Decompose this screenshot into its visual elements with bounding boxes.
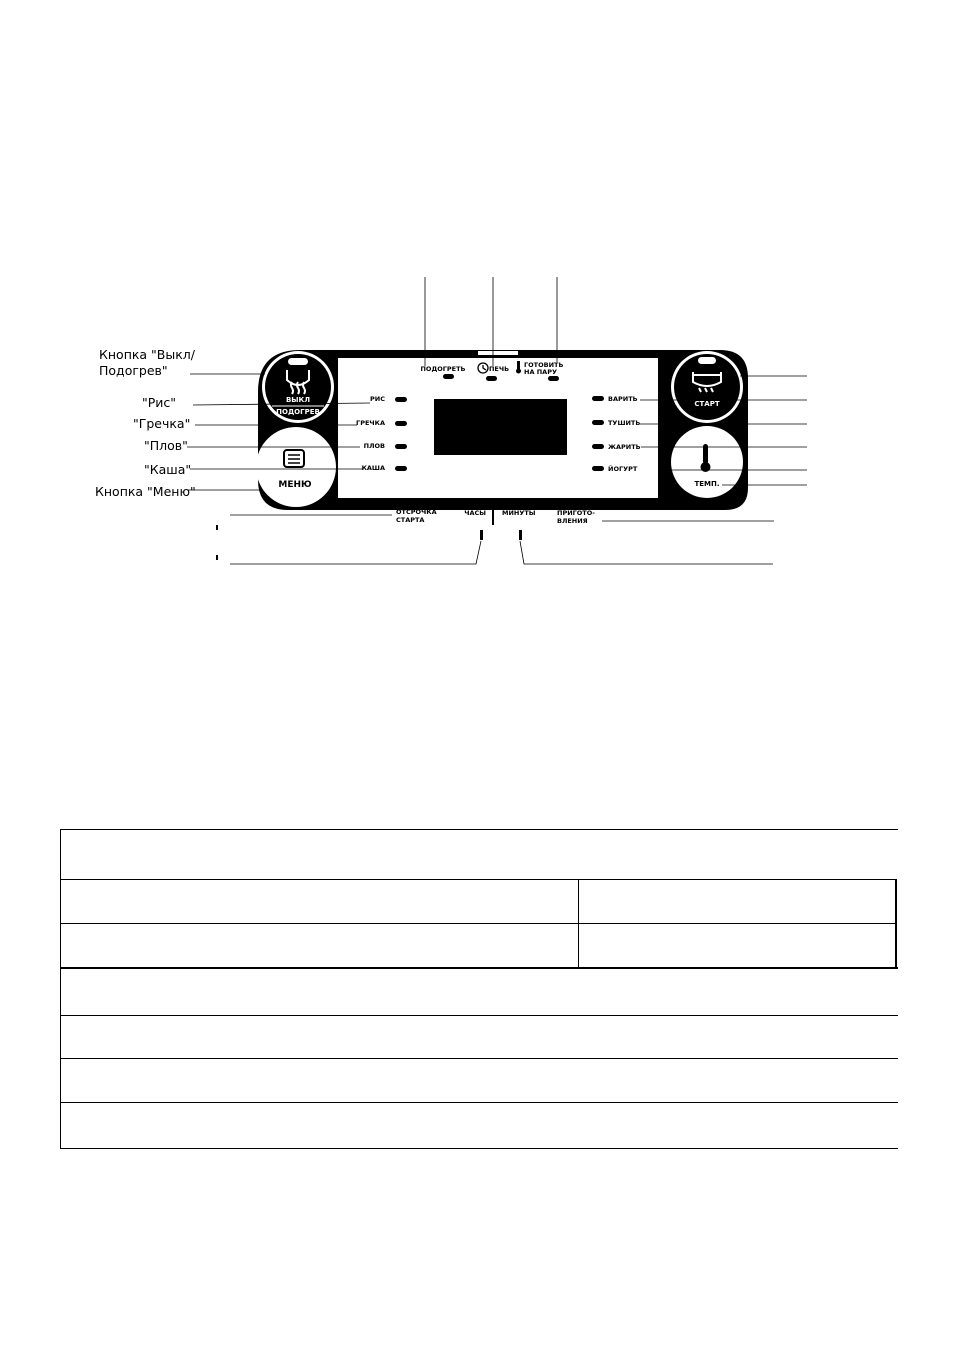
hours-button-mark [480, 530, 483, 540]
mode-label-boil: ВАРИТЬ [608, 395, 638, 403]
control-panel-diagram [0, 0, 954, 620]
callout-porridge: "Каша" [144, 462, 192, 477]
top-label-steam-2: НА ПАРУ [524, 368, 557, 376]
mode-label-buckwheat: ГРЕЧКА [356, 419, 385, 427]
top-label-steam-1: ГОТОВИТЬ [524, 361, 564, 369]
mode-led-rice [395, 397, 407, 402]
table-rule [61, 879, 896, 880]
menu-button-label: МЕНЮ [278, 480, 312, 490]
mode-label-rice: РИС [370, 395, 385, 403]
menu-button[interactable] [256, 427, 336, 507]
top-led-steam [548, 376, 559, 381]
mode-led-stew [592, 420, 604, 425]
tick-mark-1 [216, 525, 218, 530]
label-cooktime-1: ВРЕМЯ [557, 501, 583, 509]
table-rule [61, 1015, 898, 1016]
temp-button-label: ТЕМП. [694, 480, 720, 488]
label-delay-1: ОТСРОЧКА [396, 508, 437, 516]
top-led-bake [486, 376, 497, 381]
mode-label-pilaf: ПЛОВ [363, 442, 385, 450]
top-led-warm [443, 374, 454, 379]
mode-label-fry: ЖАРИТЬ [608, 443, 641, 451]
mode-led-yogurt [592, 466, 604, 471]
table-rule [61, 1058, 898, 1059]
top-label-warm: ПОДОГРЕТЬ [420, 365, 466, 373]
mode-led-boil [592, 396, 604, 401]
empty-table [60, 829, 898, 1149]
lcd-display [434, 399, 567, 455]
label-cooktime-2: ПРИГОТО- [557, 509, 595, 517]
off-warm-label-bottom: ПОДОГРЕВ [276, 408, 320, 416]
start-led [698, 357, 716, 364]
callout-rice: "Рис" [142, 395, 177, 410]
table-rule-top [61, 829, 898, 830]
table-rule-bottom [61, 1148, 898, 1149]
top-label-bake: ПЕЧЬ [488, 365, 510, 373]
tick-mark-2 [216, 555, 218, 560]
start-button[interactable] [671, 351, 743, 423]
mode-label-porridge: КАША [361, 464, 385, 472]
table-rule [61, 967, 898, 969]
table-rule [61, 923, 896, 924]
label-cooktime-3: ВЛЕНИЯ [557, 517, 588, 525]
minutes-button-mark [519, 530, 522, 540]
mode-led-pilaf [395, 444, 407, 449]
mode-led-fry [592, 444, 604, 449]
start-button-label: СТАРТ [694, 400, 720, 408]
label-hours: ЧАСЫ [464, 509, 486, 517]
label-delay-2: СТАРТА [396, 516, 425, 524]
panel-top-slot [478, 351, 518, 355]
off-warm-led [288, 358, 308, 365]
callout-buckwheat: "Гречка" [133, 416, 191, 431]
mode-label-yogurt: ЙОГУРТ [608, 465, 638, 473]
callout-off-warm: Кнопка "Выкл/ Подогрев" [99, 347, 195, 378]
table-col-divider [578, 879, 579, 967]
callout-menu: Кнопка "Меню" [95, 484, 196, 499]
callout-pilaf: "Плов" [144, 438, 188, 453]
mode-led-buckwheat [395, 421, 407, 426]
mode-led-porridge [395, 466, 407, 471]
mode-label-stew: ТУШИТЬ [608, 419, 641, 427]
label-minutes: МИНУТЫ [502, 509, 536, 517]
table-right-border [895, 879, 897, 969]
table-rule [61, 1102, 898, 1103]
off-warm-label-top: ВЫКЛ [285, 396, 311, 404]
